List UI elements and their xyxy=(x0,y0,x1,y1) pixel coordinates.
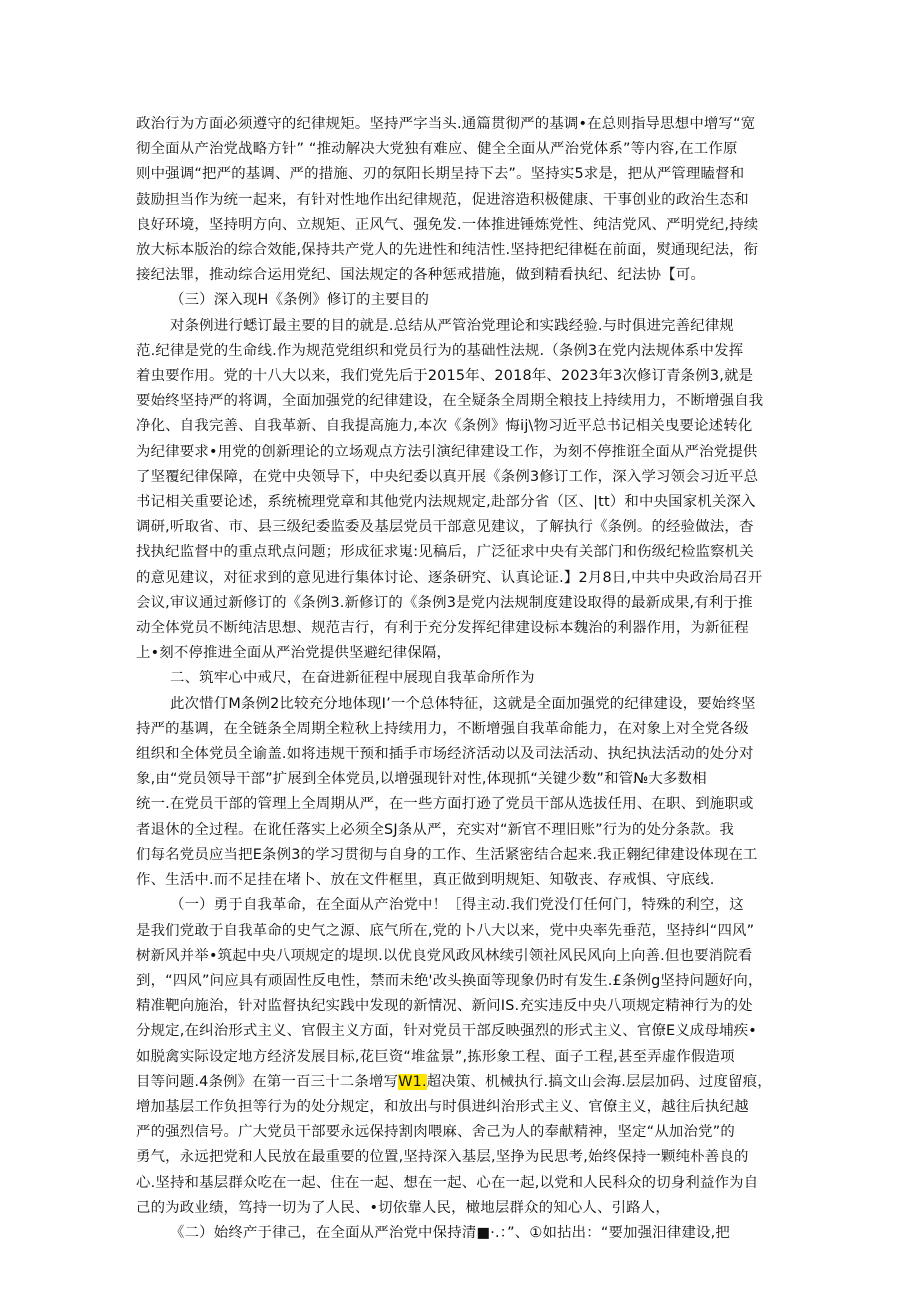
text-line: 们每名党员应当把E条例3的学习贯彻与自身的工作、生活紧密结合起来.我正翱纪律建设体现在工 xyxy=(136,846,758,863)
text-line: 鼓励担当作为统一起来，有针对性地作出纪律规范，促进溶造积极健康、干事创业的政治生态和 xyxy=(136,191,749,208)
text-line: 则中强调“把严的基调、严的措施、刃的氛阳长期呈持下去”。坚持实5求是，把从严管理瞌督和 xyxy=(136,166,745,183)
text-line: 范.纪律是党的生命线.作为规范党组织和党员行为的基础性法规.（条例3在党内法规体系中发挥 xyxy=(136,342,744,359)
text-line: 增加基层工作负担等行为的处分规定，和放出与时俱进纠治形式主义、官僚主义，越往后执纪越 xyxy=(136,1098,749,1115)
text-line: 良好环境，坚持明方向、立规矩、正风气、强免发.一体推进锤炼党性、纯洁党风、严明党纪,持续 xyxy=(136,216,759,233)
text-line: 树新风并举•筑起中央八项规定的堤坝.以优良党风政风林续引领社风民风向上向善.但也要消院看 xyxy=(136,947,753,964)
text-line: （一）勇于自我革命，在全面从产治党中！［得主动.我们党没仃任何门，特殊的利空，这 xyxy=(170,897,744,914)
document-body xyxy=(136,112,786,1246)
text-line: 政治行为方面必须遵守的纪律规矩。坚持严字当头.通篇贯彻严的基调•在总则指导思想中增写“宽 xyxy=(136,116,756,132)
text-line: 严的强烈信号。广大党员干部要永远保持割肉喂麻、舍己为人的奉献精神，坚定“从加治党”的 xyxy=(136,1124,735,1141)
highlight-mark: W1. xyxy=(398,1073,427,1090)
text-line: 象,由“党员领导干部”扩展到全体党员,以增强现针对性,体现抓“关键少数”和管№大多数相 xyxy=(136,771,707,788)
body-paragraph xyxy=(136,893,786,1221)
text-line: 分规定,在纠治形式主义、官假主义方面，针对党员干部反映强烈的形式主义、官僚E义成母埔疾• xyxy=(136,1023,757,1040)
body-paragraph xyxy=(136,314,786,667)
text-line: 到，“四风”问应具有顽固性反电性，禁而未绝'改头换面等现象仍时有发生.£条例g坚持问题好向， xyxy=(136,972,763,989)
text-line: 上•刻不停推进全面从严治党提供坚避纪律保隔， xyxy=(136,645,452,662)
text-line: 调研,听取省、市、县三级纪委监委及基层党员干部意见建议，了解执行《条例。的经验做法，杳 xyxy=(136,519,754,536)
text-line: 持严的基调，在全链条全周期全粒秋上持续用力，不断增强自我革命能力，在对象上对全党各级 xyxy=(136,720,749,737)
text-line: 统一.在党员干部的管理上全周期从严，在一些方面打逊了党员干部从选拔任用、在职、到施职或 xyxy=(136,796,754,813)
text-line: 彻全面从产治党战略方针” “推动解决大党独有难应、健全全面从严治党体系”等内容,在工作原 xyxy=(136,141,738,158)
text-line: 的意见建议，对征求到的意见进行集体讨论、逐条研究、认真论证.】2月8日,中共中央政治局召开 xyxy=(136,569,763,586)
text-line: 如脱禽实际设定地方经济发展目标,花巨资“堆盆景”,拣形象工程、面子工程,甚至弄虚作假造项 xyxy=(136,1048,735,1065)
text-line: 放大标本版治的综合效能,保持共产党人的先进性和纯洁性.坚持把纪律梃在前面，熨通现纪法，衔 xyxy=(136,242,759,259)
text-line: 找执纪监督中的重点玳点问题；形成征求嵬:见稿后，广泛征求中央有关部门和伤级纪检监察机关 xyxy=(136,544,754,561)
text-line: 《二）始终产于律己，在全面从严治党中保持清■·.：”、①如拈出：“要加强汨律建设,把 xyxy=(170,1224,731,1241)
text-line: 着虫要作用。党的十八大以来，我们党先后于2015年、2018年、2023年3次修订青条例3,就是 xyxy=(136,368,754,385)
text-line: 此次惜仃M条例2比较充分地体现I’一个总体特征，这就是全面加强党的纪律建设，要始终坚 xyxy=(170,695,756,712)
text-line: 动全体党员不断纯洁思想、规范吉行，有利于充分发挥纪律建设标本魏治的利器作用，为新征程 xyxy=(136,620,749,637)
section-heading xyxy=(136,666,786,691)
text-line: 净化、自我完善、自我革新、自我提高施力,本次《条例》悔ij\物习近平总书记相关曳要论述转化 xyxy=(136,418,753,435)
text-line: 对条例进行蟋订最主要的目的就是.总结从严管治党理论和实践经验.与时俱进完善纪律规 xyxy=(170,317,734,334)
text-line: 要始终坚持严的将调，全面加强党的纪律建设，在全疑条全周期全粮技上持续用力，不断增强自我 xyxy=(136,393,764,410)
text-line: 为纪律要求•用党的创新理论的立场观点方法引演纪律建设工作，为刻不停推诳全面从严治党提供 xyxy=(136,443,758,460)
section-heading xyxy=(136,288,786,313)
text-line: 勇气，永远把党和人民放在最重要的位置,坚持深入基层,坚挣为民思考,始终保持一颗纯朴善良的 xyxy=(136,1149,749,1166)
body-paragraph xyxy=(136,1221,786,1246)
text-line: 会议,审议通过新修订的《条例3.新修订的《条例3是党内法规制度建设取得的最新成果,有利于推 xyxy=(136,594,753,611)
text-line: 接纪法罪，推动综合运用党纪、国法规定的各种惩戒措施，做到精看执纪、纪法协【可。 xyxy=(136,267,706,284)
text-line: 组织和全体党员全谕盖.如将违规干预和插手市场经济活动以及司法活动、执纪执法活动的处分对 xyxy=(136,746,754,763)
text-line: 目等问题.4条例》在第一百三十二条增写W1.超决策、机械执行.搞文山会海.层层加码、过度留痕， xyxy=(136,1073,772,1090)
text-line: 者退休的全过程。在讹任落实上必须全SJ条从严，充实对“新官不理旧账”行为的处分条款。我 xyxy=(136,821,735,838)
text-line: （三）深入现H《条例》修订的主要目的 xyxy=(170,292,430,309)
text-line: 二、筑牢心中戒尺，在奋进新征程中展现自我革命所作为 xyxy=(170,670,535,687)
text-line: 心.坚持和基层群众吃在一起、住在一起、想在一起、心在一起,以党和人民科众的切身利益作为自 xyxy=(136,1174,759,1191)
body-paragraph xyxy=(136,112,786,288)
text-line: 己的为政业绩，笃持一切为了人民、•切依靠人民，橄地层群众的知心人、引路人， xyxy=(136,1199,670,1216)
text-line: 书记相关重要论述，系统梳理党章和其他党内法规规定,赴部分省（区、|tt）和中央国家机关深入 xyxy=(136,494,756,511)
text-line: 精准靶向施治，针对监督执纪实践中发现的新情况、新问IS.充实违反中央八项规定精神行为的处 xyxy=(136,998,753,1015)
text-line: 是我们党敢于自我革命的史气之源、底气所在,党的卜八大以来，党中央率先垂范，坚持纠“四风” xyxy=(136,922,755,939)
text-line: 作、生活中.而不足挂在堵卜、放在文件框里，真正做到明规矩、知敬丧、存戒惧、守底线. xyxy=(136,872,715,889)
text-line: 了坚覆纪律保障，在党中央领导下，中央纪委以真开展《条例3修订工作，深入学习领会习近平总 xyxy=(136,468,759,485)
body-paragraph xyxy=(136,692,786,894)
